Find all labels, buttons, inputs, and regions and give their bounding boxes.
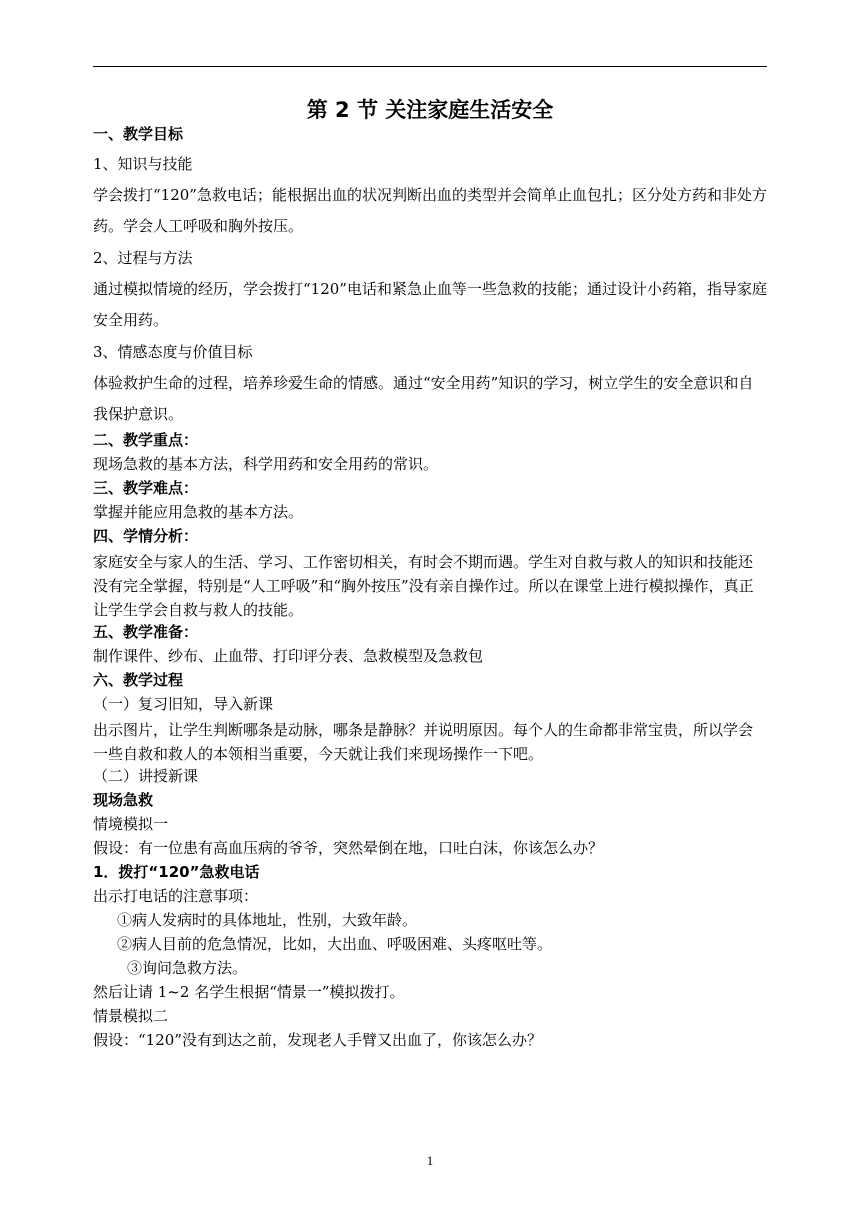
header-rule bbox=[93, 66, 767, 67]
paragraph-knowledge: 学会拨打“120”急救电话；能根据出血的状况判断出血的类型并会简单止血包扎；区分处方药和非处方药。学会人工呼吸和胸外按压。 bbox=[93, 186, 767, 235]
scenario-one-title: 情境模拟一 bbox=[93, 815, 169, 833]
heading-first-aid: 现场急救 bbox=[93, 791, 154, 809]
section-heading-key-points: 二、教学重点： bbox=[93, 431, 199, 449]
scenario-two-text: 假设：“120”没有到达之前，发现老人手臂又出血了，你该怎么办？ bbox=[93, 1031, 542, 1049]
subheading-new-lesson: （二）讲授新课 bbox=[93, 767, 199, 785]
section-heading-objectives: 一、教学目标 bbox=[93, 125, 184, 143]
page-title: 第 2 节 关注家庭生活安全 bbox=[306, 98, 554, 122]
practice-instruction: 然后让请 1~2 名学生根据“情景一”模拟拨打。 bbox=[93, 983, 405, 1001]
section-heading-process: 六、教学过程 bbox=[93, 671, 184, 689]
subheading-emotion: 3、情感态度与价值目标 bbox=[93, 343, 253, 361]
paragraph-process: 通过模拟情境的经历，学会拨打“120”电话和紧急止血等一些急救的技能；通过设计小药箱，指导家庭安全用药。 bbox=[93, 280, 767, 329]
paragraph-review: 出示图片，让学生判断哪条是动脉，哪条是静脉？并说明原因。每个人的生命都非常宝贵，所以学会一些自救和救人的本领相当重要，今天就让我们来现场操作一下吧。 bbox=[93, 721, 754, 763]
section-heading-preparation: 五、教学准备： bbox=[93, 623, 199, 641]
section-heading-analysis: 四、学情分析： bbox=[93, 527, 199, 545]
document-body bbox=[93, 96, 767, 1054]
note-item: ②病人目前的危急情况，比如，大出血、呼吸困难、头疼呕吐等。 bbox=[117, 935, 553, 953]
scenario-two-title: 情景模拟二 bbox=[93, 1007, 169, 1025]
paragraph-key-points: 现场急救的基本方法，科学用药和安全用药的常识。 bbox=[93, 455, 439, 473]
paragraph-preparation: 制作课件、纱布、止血带、打印评分表、急救模型及急救包 bbox=[93, 647, 484, 665]
paragraph-emotion: 体验救护生命的过程，培养珍爱生命的情感。通过“安全用药”知识的学习，树立学生的安全意识和自我保护意识。 bbox=[93, 374, 754, 423]
section-heading-difficulties: 三、教学难点： bbox=[93, 479, 199, 497]
notes-intro: 出示打电话的注意事项： bbox=[93, 887, 259, 905]
subheading-process: 2、过程与方法 bbox=[93, 249, 193, 267]
subheading-review: （一）复习旧知，导入新课 bbox=[93, 695, 274, 713]
note-item: ①病人发病时的具体地址，性别，大致年龄。 bbox=[117, 911, 418, 929]
heading-call-120: 1．拨打“120”急救电话 bbox=[93, 863, 260, 881]
paragraph-difficulties: 掌握并能应用急救的基本方法。 bbox=[93, 503, 304, 521]
page-number: 1 bbox=[426, 1153, 434, 1168]
scenario-one-text: 假设：有一位患有高血压病的爷爷，突然晕倒在地，口吐白沫，你该怎么办？ bbox=[93, 839, 604, 857]
note-item: ③询问急救方法。 bbox=[127, 959, 248, 977]
paragraph-analysis: 家庭安全与家人的生活、学习、工作密切相关，有时会不期而遇。学生对自救与救人的知识和技能还没有完全掌握，特别是“人工呼吸”和“胸外按压”没有亲自操作过。所以在课堂上进行模拟操作，真正让学生学会自救与救人的技能。 bbox=[93, 553, 754, 619]
subheading-knowledge: 1、知识与技能 bbox=[93, 155, 193, 173]
